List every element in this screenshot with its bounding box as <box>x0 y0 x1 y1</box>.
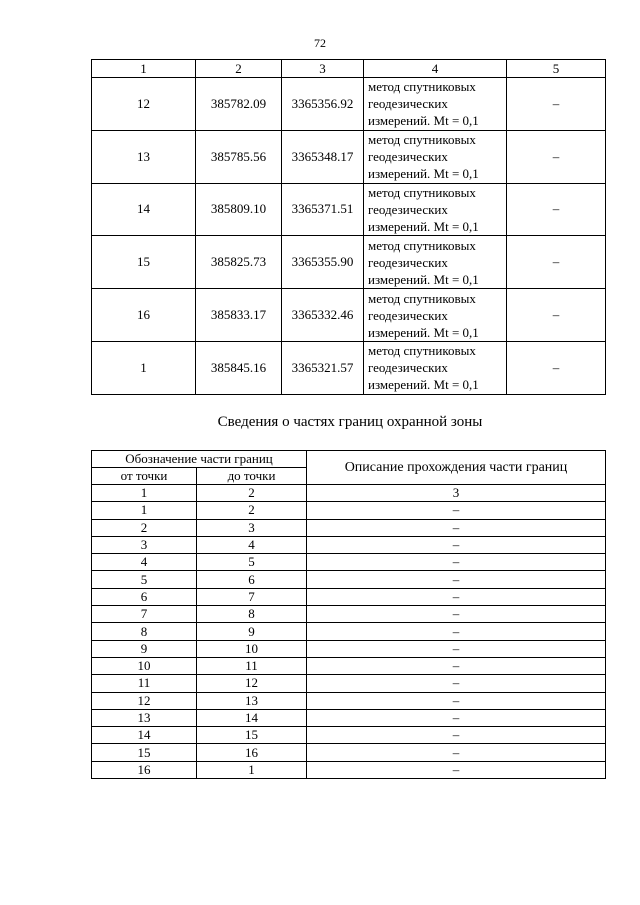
table-row <box>92 692 606 709</box>
description-cell: – <box>307 640 606 657</box>
y-coordinate-cell: 3365348.17 <box>282 130 364 183</box>
to-point-cell: 3 <box>197 519 307 536</box>
method-cell <box>364 130 507 183</box>
method-cell <box>364 236 507 289</box>
table-row <box>92 623 606 640</box>
to-point-cell: 7 <box>197 588 307 605</box>
point-number-cell: 1 <box>92 341 196 394</box>
table-row <box>92 640 606 657</box>
table-row <box>92 675 606 692</box>
table-row <box>92 657 606 674</box>
to-point-cell: 14 <box>197 709 307 726</box>
x-coordinate-cell: 385845.16 <box>196 341 282 394</box>
description-cell: – <box>307 761 606 778</box>
method-cell <box>364 341 507 394</box>
from-point-cell: 2 <box>92 519 197 536</box>
method-line: метод спутниковых <box>368 132 476 148</box>
from-point-cell: 7 <box>92 606 197 623</box>
from-point-cell: 9 <box>92 640 197 657</box>
table-row <box>92 536 606 553</box>
method-cell <box>364 183 507 236</box>
description-cell: – <box>307 536 606 553</box>
note-cell: – <box>507 289 606 342</box>
from-point-cell: 4 <box>92 554 197 571</box>
to-point-cell: 9 <box>197 623 307 640</box>
column-number-4: 4 <box>364 60 507 78</box>
point-number-cell: 15 <box>92 236 196 289</box>
y-coordinate-cell: 3365371.51 <box>282 183 364 236</box>
to-point-cell: 11 <box>197 657 307 674</box>
table-row <box>92 519 606 536</box>
method-line: измерений. Mt = 0,1 <box>368 166 479 182</box>
description-cell: – <box>307 675 606 692</box>
from-point-cell: 10 <box>92 657 197 674</box>
method-line: метод спутниковых <box>368 237 476 253</box>
boundary-parts-table <box>91 450 606 779</box>
column-number-1: 1 <box>92 485 197 502</box>
y-coordinate-cell: 3365321.57 <box>282 341 364 394</box>
to-point-header: до точки <box>197 468 307 485</box>
method-line: метод спутниковых <box>368 290 476 306</box>
method-line: геодезических <box>368 201 448 217</box>
from-point-cell: 8 <box>92 623 197 640</box>
from-point-cell: 16 <box>92 761 197 778</box>
y-coordinate-cell: 3365356.92 <box>282 78 364 131</box>
note-cell: – <box>507 130 606 183</box>
description-cell: – <box>307 727 606 744</box>
method-cell <box>364 78 507 131</box>
table-row <box>92 130 606 183</box>
table-row <box>92 341 606 394</box>
from-point-cell: 15 <box>92 744 197 761</box>
to-point-cell: 12 <box>197 675 307 692</box>
x-coordinate-cell: 385809.10 <box>196 183 282 236</box>
point-number-cell: 12 <box>92 78 196 131</box>
method-cell <box>364 289 507 342</box>
method-line: геодезических <box>368 149 448 165</box>
to-point-cell: 1 <box>197 761 307 778</box>
page-number: 72 <box>314 36 326 50</box>
from-point-cell: 5 <box>92 571 197 588</box>
method-line: измерений. Mt = 0,1 <box>368 218 479 234</box>
parts-numbering-row <box>92 485 606 502</box>
description-cell: – <box>307 606 606 623</box>
boundary-part-designation-header: Обозначение части границ <box>92 451 307 468</box>
description-cell: – <box>307 502 606 519</box>
method-line: измерений. Mt = 0,1 <box>368 324 479 340</box>
method-line: метод спутниковых <box>368 343 476 359</box>
from-point-cell: 1 <box>92 502 197 519</box>
method-line: геодезических <box>368 254 448 270</box>
coordinates-header-row <box>92 60 606 78</box>
table-row <box>92 554 606 571</box>
from-point-cell: 11 <box>92 675 197 692</box>
to-point-cell: 15 <box>197 727 307 744</box>
description-cell: – <box>307 709 606 726</box>
table-row <box>92 571 606 588</box>
method-line: измерений. Mt = 0,1 <box>368 113 479 129</box>
note-cell: – <box>507 236 606 289</box>
method-line: метод спутниковых <box>368 79 476 95</box>
table-row <box>92 606 606 623</box>
method-line: измерений. Mt = 0,1 <box>368 271 479 287</box>
table-row <box>92 78 606 131</box>
point-number-cell: 13 <box>92 130 196 183</box>
note-cell: – <box>507 341 606 394</box>
section-title: Сведения о частях границ охранной зоны <box>217 414 483 430</box>
column-number-3: 3 <box>307 485 606 502</box>
x-coordinate-cell: 385782.09 <box>196 78 282 131</box>
description-cell: – <box>307 554 606 571</box>
description-cell: – <box>307 623 606 640</box>
point-number-cell: 14 <box>92 183 196 236</box>
column-number-1: 1 <box>92 60 196 78</box>
boundary-part-description-header: Описание прохождения части границ <box>307 451 606 485</box>
parts-header-row <box>92 451 606 468</box>
to-point-cell: 16 <box>197 744 307 761</box>
to-point-cell: 5 <box>197 554 307 571</box>
table-row <box>92 727 606 744</box>
x-coordinate-cell: 385833.17 <box>196 289 282 342</box>
from-point-cell: 13 <box>92 709 197 726</box>
from-point-cell: 12 <box>92 692 197 709</box>
column-number-3: 3 <box>282 60 364 78</box>
description-cell: – <box>307 588 606 605</box>
from-point-cell: 3 <box>92 536 197 553</box>
y-coordinate-cell: 3365332.46 <box>282 289 364 342</box>
note-cell: – <box>507 78 606 131</box>
table-row <box>92 761 606 778</box>
note-cell: – <box>507 183 606 236</box>
from-point-header: от точки <box>92 468 197 485</box>
to-point-cell: 4 <box>197 536 307 553</box>
from-point-cell: 6 <box>92 588 197 605</box>
column-number-2: 2 <box>197 485 307 502</box>
from-point-cell: 14 <box>92 727 197 744</box>
method-line: метод спутниковых <box>368 184 476 200</box>
to-point-cell: 10 <box>197 640 307 657</box>
point-number-cell: 16 <box>92 289 196 342</box>
x-coordinate-cell: 385785.56 <box>196 130 282 183</box>
to-point-cell: 13 <box>197 692 307 709</box>
to-point-cell: 6 <box>197 571 307 588</box>
description-cell: – <box>307 519 606 536</box>
x-coordinate-cell: 385825.73 <box>196 236 282 289</box>
method-line: геодезических <box>368 307 448 323</box>
table-row <box>92 588 606 605</box>
description-cell: – <box>307 571 606 588</box>
method-line: геодезических <box>368 96 448 112</box>
description-cell: – <box>307 692 606 709</box>
description-cell: – <box>307 744 606 761</box>
table-row <box>92 183 606 236</box>
to-point-cell: 2 <box>197 502 307 519</box>
coordinates-table <box>91 59 606 395</box>
column-number-5: 5 <box>507 60 606 78</box>
method-line: геодезических <box>368 360 448 376</box>
table-row <box>92 502 606 519</box>
table-row <box>92 236 606 289</box>
to-point-cell: 8 <box>197 606 307 623</box>
table-row <box>92 709 606 726</box>
column-number-2: 2 <box>196 60 282 78</box>
table-row <box>92 744 606 761</box>
table-row <box>92 289 606 342</box>
description-cell: – <box>307 657 606 674</box>
y-coordinate-cell: 3365355.90 <box>282 236 364 289</box>
method-line: измерений. Mt = 0,1 <box>368 377 479 393</box>
